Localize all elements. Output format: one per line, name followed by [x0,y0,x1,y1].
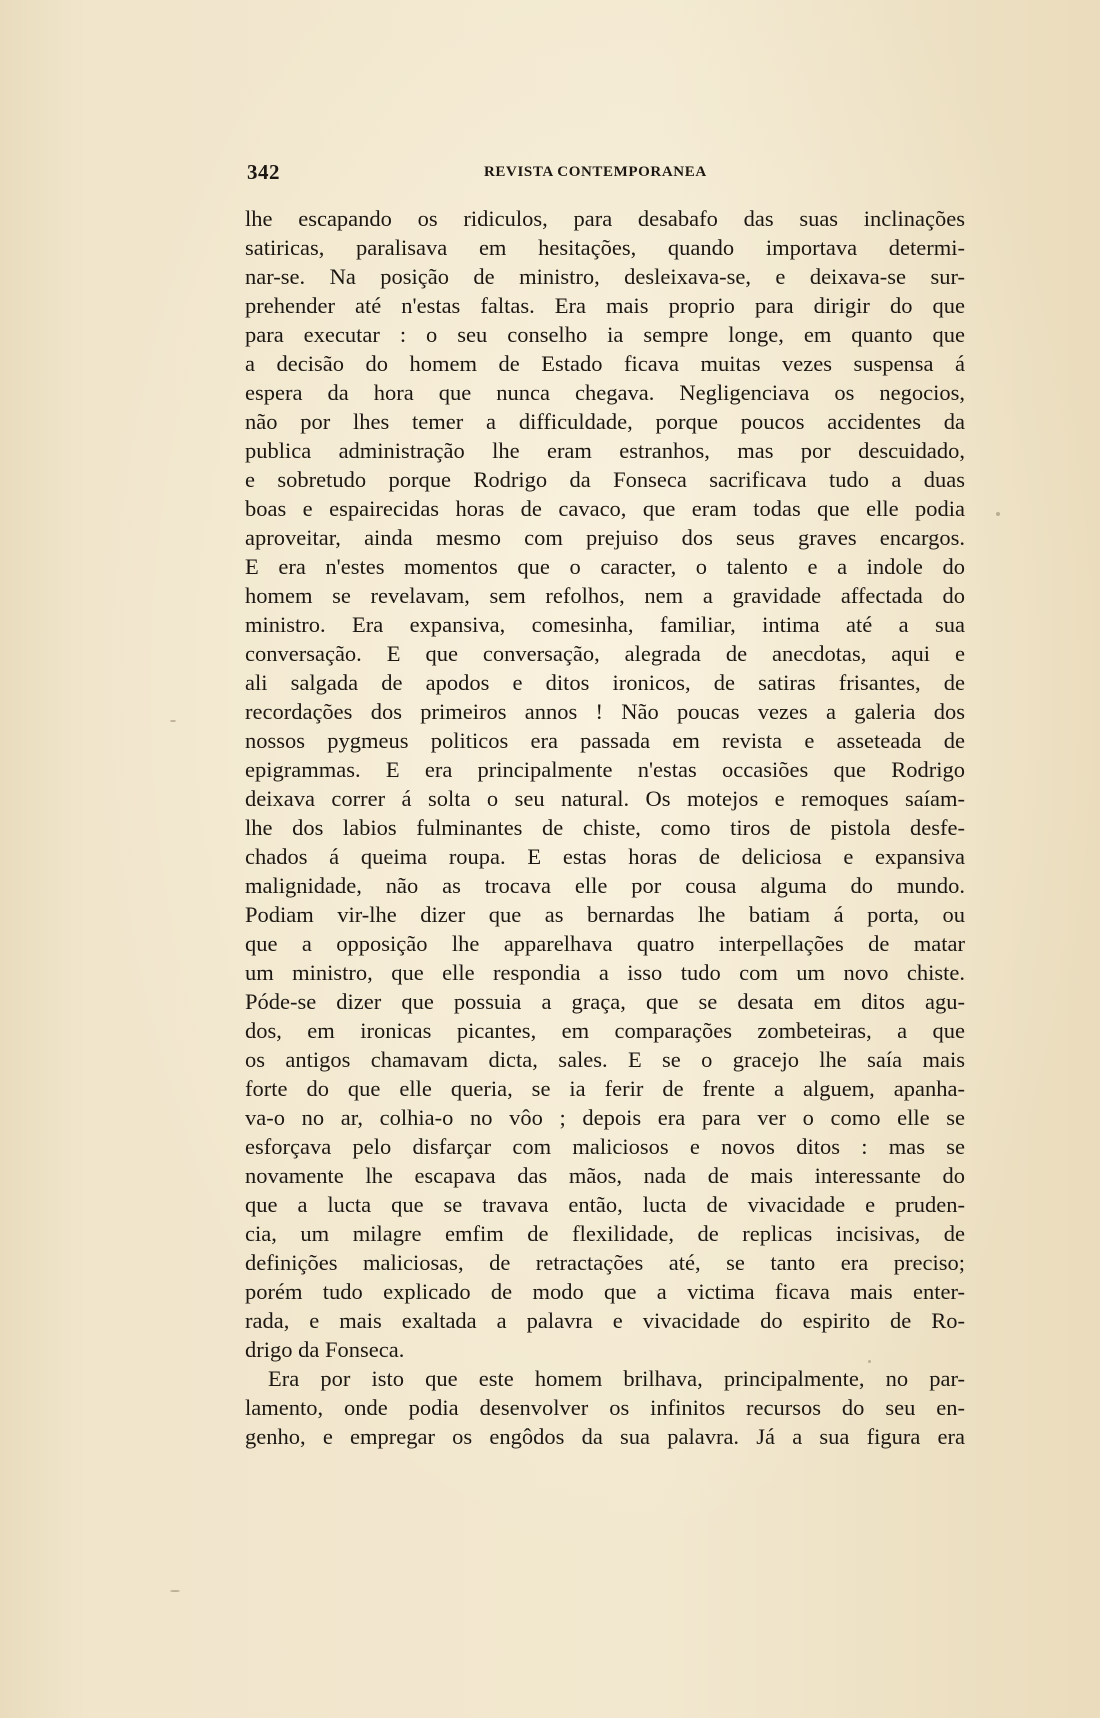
text-line: Póde-se dizer que possuia a graça, que se desata em ditos agu- [245,989,965,1014]
text-line: nossos pygmeus politicos era passada em revista e asseteada de [245,728,965,753]
text-line: ali salgada de apodos e ditos ironicos, de satiras frisantes, de [245,670,965,695]
text-line: cia, um milagre emfim de flexilidade, de replicas incisivas, de [245,1221,965,1246]
body-text [245,204,965,1451]
text-line: genho, e empregar os engôdos da sua palavra. Já a sua figura era [245,1424,965,1449]
text-line: dos, em ironicas picantes, em comparações zombeteiras, a que [245,1018,965,1043]
text-line: não por lhes temer a difficuldade, porque poucos accidentes da [245,409,965,434]
text-line: forte do que elle queria, se ia ferir de frente a alguem, apanha- [245,1076,965,1101]
text-line: para executar : o seu conselho ia sempre longe, em quanto que [245,322,965,347]
page-header [247,160,967,188]
text-line: conversação. E que conversação, alegrada de anecdotas, aqui e [245,641,965,666]
text-line: definições maliciosas, de retractações até, se tanto era preciso; [245,1250,965,1275]
text-line: lamento, onde podia desenvolver os infinitos recursos do seu en- [245,1395,965,1420]
text-line: malignidade, não as trocava elle por cousa alguma do mundo. [245,873,965,898]
text-line: va-o no ar, colhia-o no vôo ; depois era para ver o como elle se [245,1105,965,1130]
text-line: drigo da Fonseca. [245,1337,405,1362]
paper-speck [170,1590,180,1592]
paper-speck [996,512,1000,516]
text-line: um ministro, que elle respondia a isso tudo com um novo chiste. [245,960,965,985]
text-line: lhe dos labios fulminantes de chiste, como tiros de pistola desfe- [245,815,965,840]
text-line: e sobretudo porque Rodrigo da Fonseca sacrificava tudo a duas [245,467,965,492]
text-line: porém tudo explicado de modo que a victima ficava mais enter- [245,1279,965,1304]
text-line: recordações dos primeiros annos ! Não poucas vezes a galeria dos [245,699,965,724]
text-line: publica administração lhe eram estranhos, mas por descuidado, [245,438,965,463]
paper-speck [868,1360,871,1363]
paper-speck [170,720,176,722]
text-line: a decisão do homem de Estado ficava muitas vezes suspensa á [245,351,965,376]
text-line: Podiam vir-lhe dizer que as bernardas lhe batiam á porta, ou [245,902,965,927]
text-line: E era n'estes momentos que o caracter, o talento e a indole do [245,554,965,579]
text-line: que a lucta que se travava então, lucta de vivacidade e pruden- [245,1192,965,1217]
text-line: deixava correr á solta o seu natural. Os motejos e remoques saíam- [245,786,965,811]
text-line: lhe escapando os ridiculos, para desabafo das suas inclinações [245,206,965,231]
running-title: REVISTA CONTEMPORANEA [484,164,707,180]
text-line: que a opposição lhe apparelhava quatro interpellações de matar [245,931,965,956]
text-line: boas e espairecidas horas de cavaco, que eram todas que elle podia [245,496,965,521]
text-line: epigrammas. E era principalmente n'estas occasiões que Rodrigo [245,757,965,782]
text-line: esforçava pelo disfarçar com maliciosos e novos ditos : mas se [245,1134,965,1159]
text-line: novamente lhe escapava das mãos, nada de mais interessante do [245,1163,965,1188]
text-line: prehender até n'estas faltas. Era mais proprio para dirigir do que [245,293,965,318]
text-line: Era por isto que este homem brilhava, principalmente, no par- [268,1366,965,1391]
text-line: espera da hora que nunca chegava. Negligenciava os negocios, [245,380,965,405]
text-line: satiricas, paralisava em hesitações, quando importava determi- [245,235,965,260]
text-line: chados á queima roupa. E estas horas de deliciosa e expansiva [245,844,965,869]
page-number: 342 [247,160,280,184]
text-line: ministro. Era expansiva, comesinha, familiar, intima até a sua [245,612,965,637]
text-line: os antigos chamavam dicta, sales. E se o gracejo lhe saía mais [245,1047,965,1072]
text-line: nar-se. Na posição de ministro, desleixava-se, e deixava-se sur- [245,264,965,289]
text-line: aproveitar, ainda mesmo com prejuiso dos seus graves encargos. [245,525,965,550]
text-line: homem se revelavam, sem refolhos, nem a gravidade affectada do [245,583,965,608]
text-line: rada, e mais exaltada a palavra e vivacidade do espirito de Ro- [245,1308,965,1333]
